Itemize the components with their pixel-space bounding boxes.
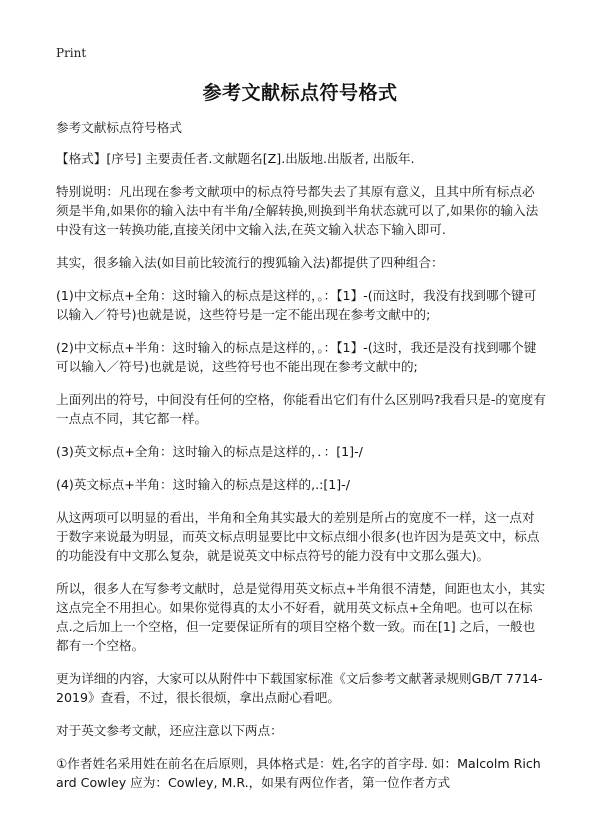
- comparison-paragraph: 从这两项可以明显的看出，半角和全角其实最大的差别是所占的宽度不一样，这一点对于数字来说最为明显，而英文标点明显要比中文标点细小很多(也许因为是英文中，标点的功能没有中文那么复杂，就是说英文中标点符号的能力没有中文那么强大)。: [56, 510, 540, 563]
- format-paragraph: 【格式】[序号] 主要责任者.文献题名[Z].出版地.出版者, 出版年.: [56, 151, 415, 166]
- print-link[interactable]: Print: [56, 46, 87, 60]
- combo-2-paragraph: (2)中文标点+半角：这时输入的标点是这样的，。：【1】-(这时，我还是没有找到哪个键可以输入／符号)也就是说，这些符号也不能出现在参考文献中的;: [56, 340, 537, 374]
- combo-1-paragraph: (1)中文标点+全角：这时输入的标点是这样的，。：【1】-(而这时，我没有找到哪个键可以输入／符号)也就是说，这些符号是一定不能出现在参考文献中的;: [56, 288, 537, 322]
- document-body: [56, 118, 546, 792]
- body-subtitle: 参考文献标点符号格式: [56, 120, 182, 135]
- special-note-paragraph: 特别说明：凡出现在参考文献项中的标点符号都失去了其原有意义，且其中所有标点必须是半角,如果你的输入法中有半角/全解转换,则换到半角状态就可以了,如果你的输入法中没有这一转换功能,直接关闭中文输入法,在英文输入状态下输入即可.: [56, 184, 539, 237]
- english-notes-heading: 对于英文参考文献，还应注意以下两点：: [56, 723, 283, 738]
- author-name-rule-paragraph: ①作者姓名采用姓在前名在后原则，具体格式是：姓,名字的首字母. 如：Malcolm Richard Cowley 应为：Cowley, M.R.，如果有两位作者，第一位作者方式: [56, 756, 541, 790]
- standard-reference-paragraph: 更为详细的内容，大家可以从附件中下载国家标准《文后参考文献著录规则GB/T 7714-2019》查看，不过，很长很烦，拿出点耐心看吧。: [56, 671, 543, 705]
- advice-paragraph: 所以，很多人在写参考文献时，总是觉得用英文标点+半角很不清楚，间距也太小，其实这点完全不用担心。如果你觉得真的太小不好看，就用英文标点+全角吧。也可以在标点.之后加上一个空格，但一定要保证所有的项目空格个数一致。而在[1] 之后，一般也都有一个空格。: [56, 581, 546, 653]
- combo-3-paragraph: (3)英文标点+全角：这时输入的标点是这样的，．：[1]-/: [56, 444, 363, 459]
- document-title: 参考文献标点符号格式: [202, 82, 398, 104]
- combo-4-paragraph: (4)英文标点+半角：这时输入的标点是这样的,.:[1]-/: [56, 477, 350, 492]
- difference-paragraph: 上面列出的符号，中间没有任何的空格，你能看出它们有什么区别吗?我看只是-的宽度有一点点不同，其它都一样。: [56, 392, 546, 426]
- input-method-paragraph: 其实，很多输入法(如目前比较流行的搜狐输入法)都提供了四种组合：: [56, 255, 444, 270]
